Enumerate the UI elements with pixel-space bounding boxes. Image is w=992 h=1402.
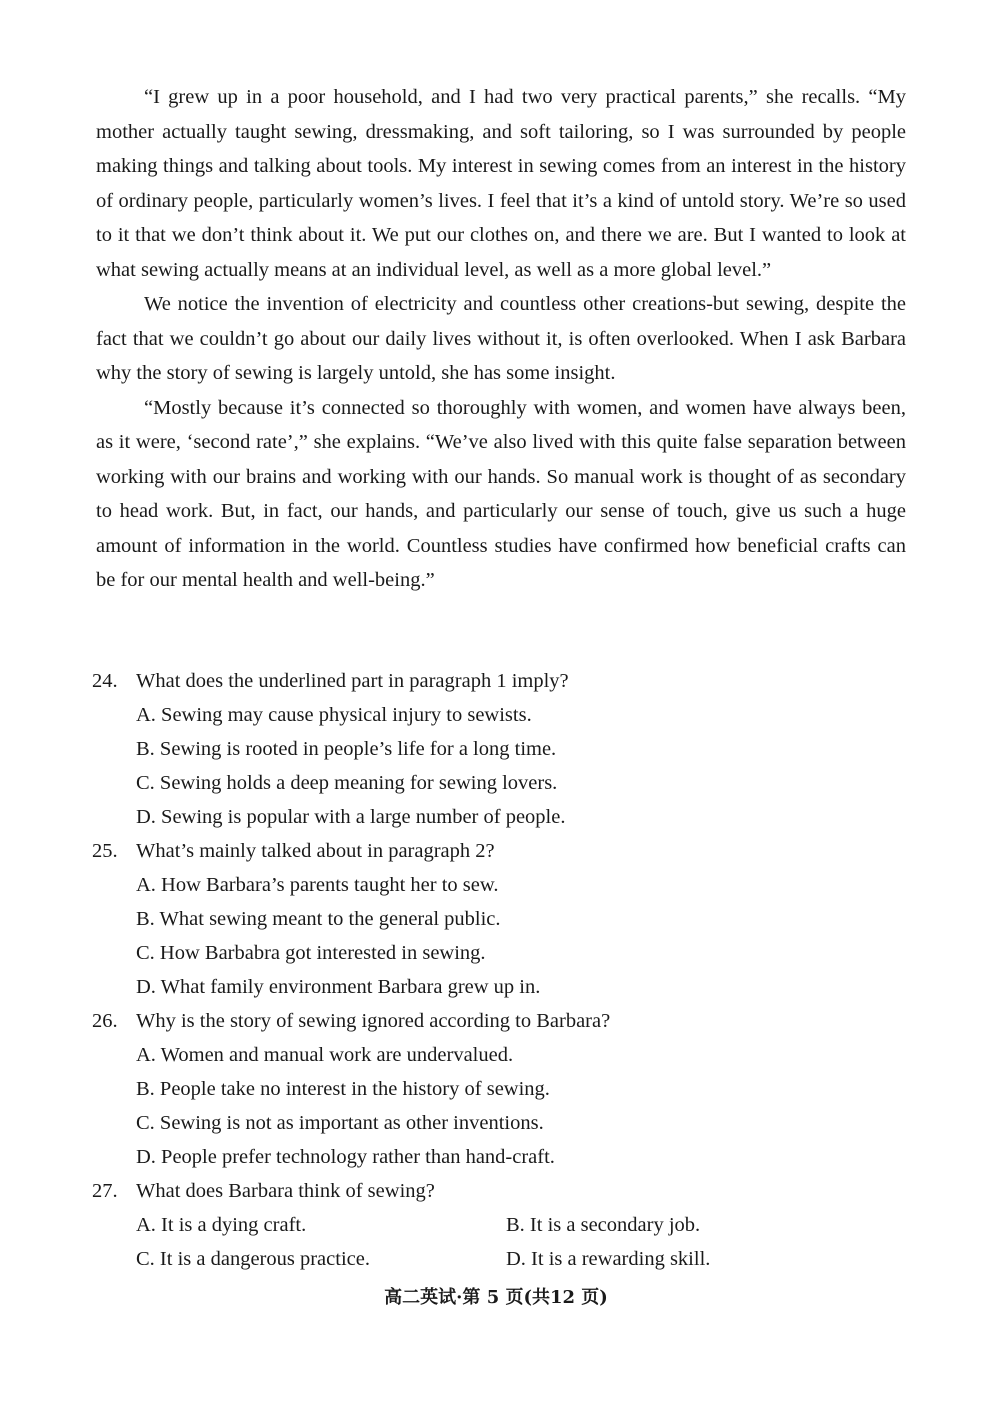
question-25 xyxy=(92,834,906,1004)
passage-paragraph: “Mostly because it’s connected so thoroughly with women, and women have always been, as it were, ‘second rate’,” she explains. “We’ve also lived with this quite false separation between working with our brains and working with our hands. So manual work is thought of as secondary to head work. But, in fact, our hands, and particularly our sense of touch, give us such a huge amount of information in the world. Countless studies have confirmed how beneficial crafts can be for our mental health and well-being.” xyxy=(96,396,906,591)
option-a: A. Women and manual work are undervalued. xyxy=(136,1044,514,1066)
question-number: 26. xyxy=(92,1010,118,1032)
option-d: D. Sewing is popular with a large number of people. xyxy=(136,806,566,828)
option-c: C. How Barbabra got interested in sewing. xyxy=(136,942,486,964)
option-a: A. It is a dying craft. xyxy=(136,1214,307,1236)
option-a: A. Sewing may cause physical injury to sewists. xyxy=(136,704,532,726)
question-text: What does Barbara think of sewing? xyxy=(136,1180,435,1202)
question-number: 27. xyxy=(92,1180,118,1202)
option-d: D. People prefer technology rather than hand-craft. xyxy=(136,1146,555,1168)
option-a: A. How Barbara’s parents taught her to sew. xyxy=(136,874,499,896)
question-text: What’s mainly talked about in paragraph 2? xyxy=(136,840,495,862)
question-stem xyxy=(92,664,906,698)
question-number: 25. xyxy=(92,840,118,862)
option-d: D. It is a rewarding skill. xyxy=(506,1248,711,1270)
question-stem xyxy=(92,834,906,868)
passage-paragraph: We notice the invention of electricity and countless other creations-but sewing, despite the fact that we couldn’t go about our daily lives without it, is often overlooked. When I ask Barbara why the story of sewing is largely untold, she has some insight. xyxy=(96,293,906,384)
option-d: D. What family environment Barbara grew up in. xyxy=(136,976,541,998)
question-stem xyxy=(92,1174,906,1208)
option-row xyxy=(136,1208,906,1242)
question-number: 24. xyxy=(92,670,118,692)
option-b: B. It is a secondary job. xyxy=(506,1214,701,1236)
question-26 xyxy=(92,1004,906,1174)
option-c: C. Sewing holds a deep meaning for sewing lovers. xyxy=(136,772,558,794)
option-row xyxy=(136,1242,906,1276)
question-text: What does the underlined part in paragraph 1 imply? xyxy=(136,670,569,692)
question-list xyxy=(92,664,906,1276)
question-27 xyxy=(92,1174,906,1276)
option-c: C. It is a dangerous practice. xyxy=(136,1248,370,1270)
page-footer: 高二英试·第 5 页(共12 页) xyxy=(384,1287,608,1308)
passage-paragraph: “I grew up in a poor household, and I had two very practical parents,” she recalls. “My mother actually taught sewing, dressmaking, and soft tailoring, so I was surrounded by people making things and talking about tools. My interest in sewing comes from an interest in the history of ordinary people, particularly women’s lives. I feel that it’s a kind of untold story. We’re so used to it that we don’t think about it. We put our clothes on, and there we are. But I wanted to look at what sewing actually means at an individual level, as well as a more global level.” xyxy=(96,86,906,281)
option-c: C. Sewing is not as important as other inventions. xyxy=(136,1112,544,1134)
reading-passage xyxy=(96,80,906,598)
option-b: B. People take no interest in the history of sewing. xyxy=(136,1078,550,1100)
question-text: Why is the story of sewing ignored according to Barbara? xyxy=(136,1010,611,1032)
question-24 xyxy=(92,664,906,834)
option-b: B. What sewing meant to the general public. xyxy=(136,908,501,930)
option-b: B. Sewing is rooted in people’s life for a long time. xyxy=(136,738,557,760)
question-stem xyxy=(92,1004,906,1038)
